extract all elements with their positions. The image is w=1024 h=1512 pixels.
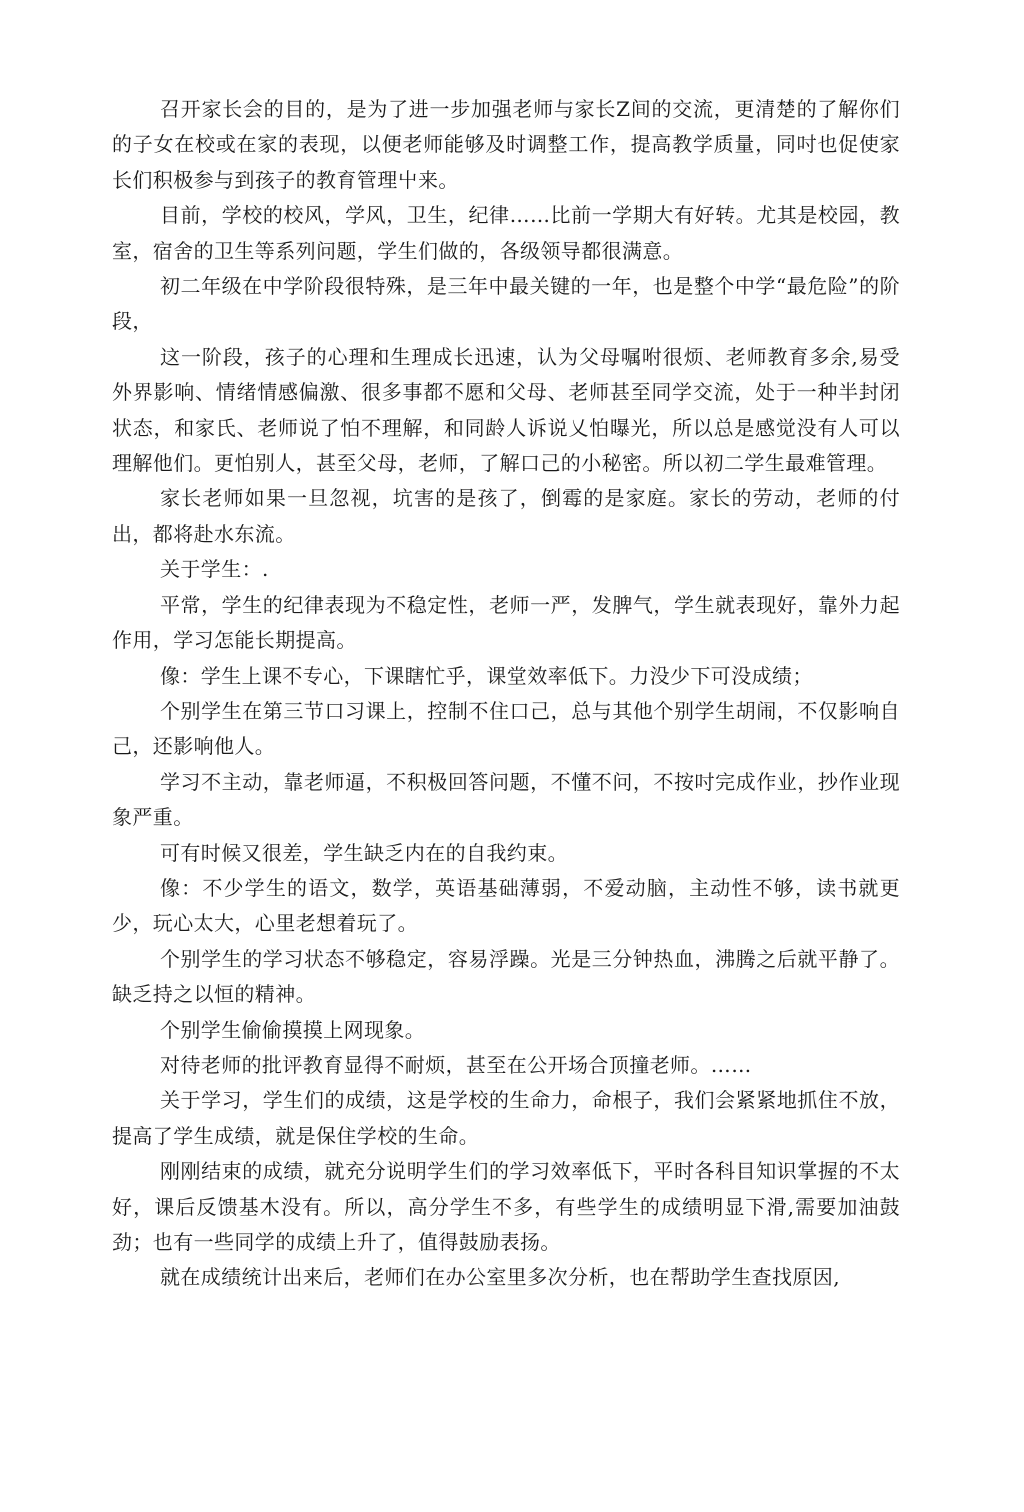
paragraph-example-classroom: 像：学生上课不专心，下课瞎忙乎，课堂效率低下。力没少下可没成绩； — [160, 663, 813, 688]
paragraph-self-study: 个别学生在第三节口习课上，控制不住口己，总与其他个别学生胡闹，不仅影响自己，还影响他人。 — [112, 698, 900, 759]
paragraph-neglect-warning: 家长老师如果一旦忽视，坑害的是孩了，倒霉的是家庭。家长的劳动，老师的付出，都将赴水东流。 — [112, 486, 900, 546]
paragraph-about-study: 关于学习，学生们的成绩，这是学校的生命力，命根子，我们会紧紧地抓住不放，提高了学生成绩，就是保住学校的生命。 — [112, 1088, 900, 1148]
paragraph-analysis: 就在成绩统计出来后，老师们在办公室里多次分析，也在帮助学生查找原因, — [160, 1265, 840, 1290]
paragraph-self-discipline: 可有时候又很差，学生缺乏内在的自我约束。 — [160, 840, 568, 865]
paragraph-about-students-heading: 关于学生：. — [160, 557, 269, 582]
paragraph-grade-two: 初二年级在中学阶段很特殊，是三年中最关键的一年，也是整个中学“最危险”的阶段， — [112, 274, 900, 334]
paragraph-purpose: 召开家长会的目的，是为了进一步加强老师与家长Z间的交流，更清楚的了解你们的子女在校或在家的表现，以便老师能够及时调整工作，提高教学质量，同吋也促使家长们积极参与到孩子的教育管理屮来。 — [112, 97, 900, 192]
paragraph-current-status: 目前，学校的校风，学风，卫生，纪律……比前一学期大有好转。尤其是校园，教室，宿舍的卫生等系列问题，学生们做的，各级领导都很满意。 — [112, 203, 900, 263]
paragraph-passive-learning: 学习不主动，靠老师逼，不积极回答问题，不懂不问，不按吋完成作业，抄作业现象严重。 — [112, 769, 900, 830]
document-page — [112, 92, 900, 1296]
paragraph-development-stage: 这一阶段，孩子的心理和生理成长迅速，认为父母嘱咐很烦、老师教育多余,易受外界影响、情绪情感偏激、很多事都不愿和父母、老师甚至同学交流，处于一种半封闭状态，和家氏、老师说了怕不理解，和同龄人诉说乂怕曝光，所以总是感觉没有人可以理解他们。更怕别人，甚至父母，老师，了解口己的小秘密。所以初二学生最难管理。 — [112, 344, 900, 476]
paragraph-internet: 个别学生偷偷摸摸上网现象。 — [160, 1017, 426, 1042]
paragraph-weak-basics: 像：不少学生的语文，数学，英语基础薄弱，不爱动脑，主动性不够，读书就更少，玩心太大，心里老想着玩了。 — [112, 875, 900, 936]
paragraph-criticism: 对待老师的批评教育显得不耐烦，甚至在公开场合顶撞老师。…… — [160, 1052, 752, 1077]
paragraph-recent-results: 刚刚结束的成绩，就充分说明学生们的学习效率低下，平时各科目知识掌握的不太好，课后反馈基木没有。所以，高分学生不多，有些学生的成绩明显下滑,需要加油鼓劲；也有一些同学的成绩上升了，值得鼓励表扬。 — [112, 1159, 900, 1254]
paragraph-unstable-state: 个别学生的学习状态不够稳定，容易浮躁。光是三分钟热血，沸腾之后就平静了。缺乏持之以恒的精神。 — [112, 946, 900, 1007]
paragraph-discipline: 平常，学生的纪律表现为不稳定性，老师一严，发脾气，学生就表现好，靠外力起作用，学习怎能长期提高。 — [112, 592, 900, 653]
